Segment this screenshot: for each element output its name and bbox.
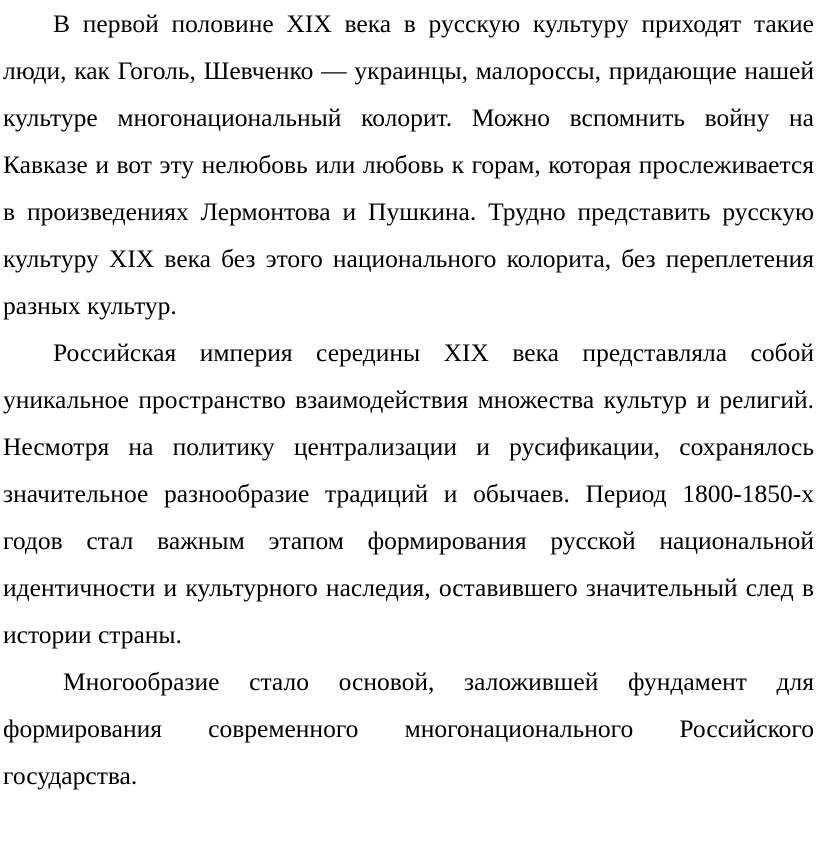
paragraph-2: Российская империя середины XIX века представляла собой уникальное пространство взаимодействия множества культур и религий. Несмотря на политику централизации и русификации, сохранялось значительное разнообразие традиций и обычаев. Период 1800-1850-х годов стал важным этапом формирования русской национальной идентичности и культурного наследия, оставившего значительный след в истории страны. — [3, 338, 814, 649]
paragraph-3: Многообразие стало основой, заложившей фундамент для формирования современного многонационального Российского государства. — [3, 667, 814, 790]
paragraph-1: В первой половине XIX века в русскую культуру приходят такие люди, как Гоголь, Шевченко — украинцы, малороссы, придающие нашей культуре многонациональный колорит. Можно вспомнить войну на Кавказе и вот эту нелюбовь или любовь к горам, которая прослеживается в произведениях Лермонтова и Пушкина. Трудно представить русскую культуру XIX века без этого национального колорита, без переплетения разных культур. — [3, 9, 814, 320]
